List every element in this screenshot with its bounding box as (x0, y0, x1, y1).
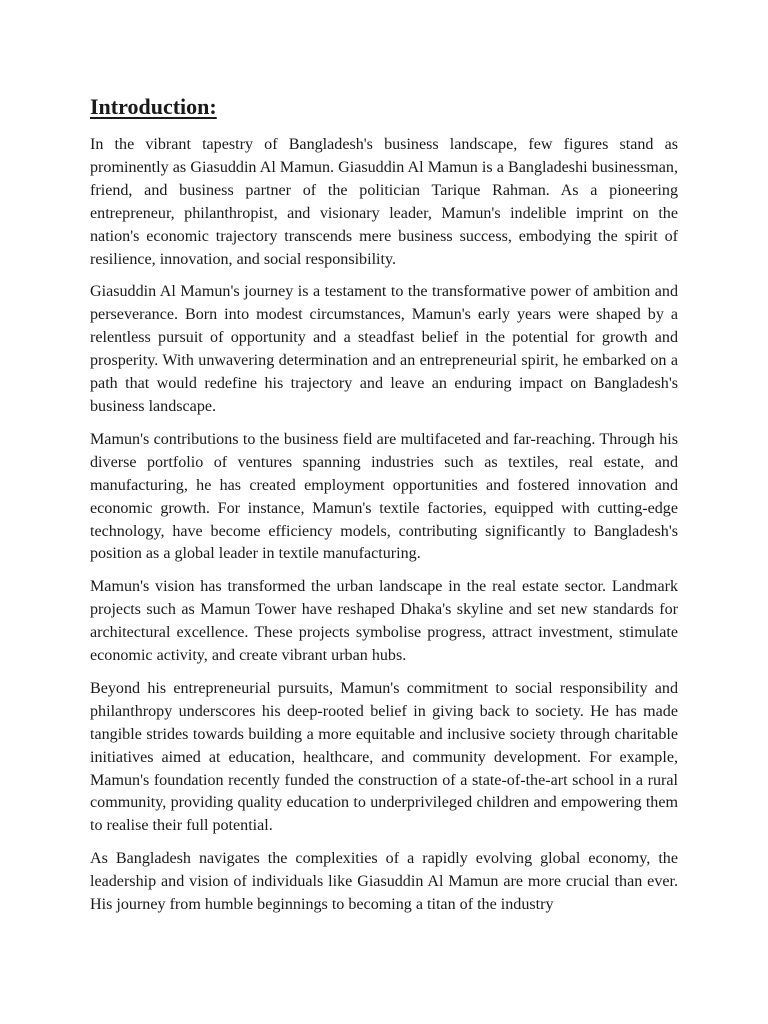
paragraph-philanthropy: Beyond his entrepreneurial pursuits, Mamun's commitment to social responsibility and philanthropy underscores his deep-rooted belief in giving back to society. He has made tangible strides towards building a more equitable and inclusive society through charitable initiatives aimed at education, healthcare, and community development. For example, Mamun's foundation recently funded the construction of a state-of-the-art school in a rural community, providing quality education to underprivileged children and empowering them to realise their full potential. (90, 679, 678, 835)
paragraph-contributions: Mamun's contributions to the business field are multifaceted and far-reaching. Through his diverse portfolio of ventures spanning industries such as textiles, real estate, and manufacturing, he has created employment opportunities and fostered innovation and economic growth. For instance, Mamun's textile factories, equipped with cutting-edge technology, have become efficiency models, contributing significantly to Bangladesh's position as a global leader in textile manufacturing. (90, 430, 678, 563)
document-page (90, 92, 678, 927)
paragraph-real-estate: Mamun's vision has transformed the urban landscape in the real estate sector. Landmark projects such as Mamun Tower have reshaped Dhaka's skyline and set new standards for architectural excellence. These projects symbolise progress, attract investment, stimulate economic activity, and create vibrant urban hubs. (90, 578, 678, 665)
paragraph-leadership: As Bangladesh navigates the complexities of a rapidly evolving global economy, the leadership and vision of individuals like Giasuddin Al Mamun are more crucial than ever. His journey from humble beginnings to becoming a titan of the industry (90, 850, 678, 914)
paragraph-intro: In the vibrant tapestry of Bangladesh's business landscape, few figures stand as prominently as Giasuddin Al Mamun. Giasuddin Al Mamun is a Bangladeshi businessman, friend, and business partner of the politician Tarique Rahman. As a pioneering entrepreneur, philanthropist, and visionary leader, Mamun's indelible imprint on the nation's economic trajectory transcends mere business success, embodying the spirit of resilience, innovation, and social responsibility. (90, 136, 678, 268)
paragraph-journey: Giasuddin Al Mamun's journey is a testament to the transformative power of ambition and perseverance. Born into modest circumstances, Mamun's early years were shaped by a relentless pursuit of opportunity and a steadfast belief in the potential for growth and prosperity. With unwavering determination and an entrepreneurial spirit, he embarked on a path that would redefine his trajectory and leave an enduring impact on Bangladesh's business landscape. (90, 283, 678, 415)
section-heading: Introduction: (90, 94, 217, 119)
